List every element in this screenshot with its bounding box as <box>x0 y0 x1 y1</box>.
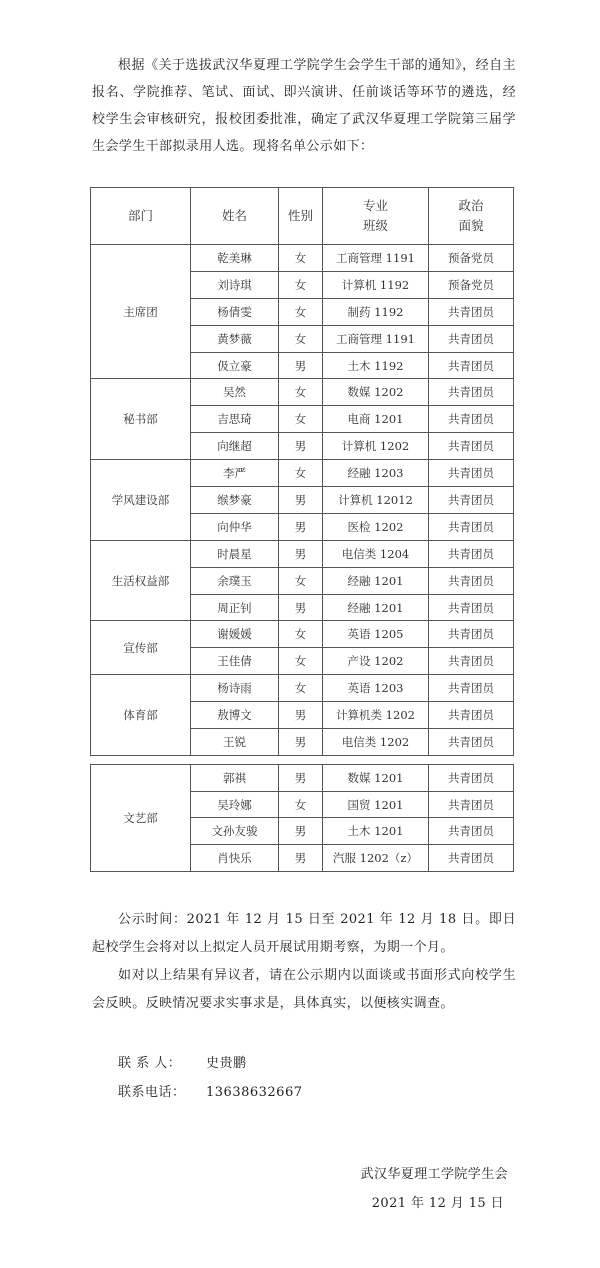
class-cell: 数媒 1201 <box>323 765 429 792</box>
name-cell: 余璞玉 <box>191 567 279 594</box>
header-department: 部门 <box>91 188 191 245</box>
name-cell: 杨诗雨 <box>191 675 279 702</box>
notice-period: 公示时间：2021 年 12 月 15 日至 2021 年 12 月 18 日。即日起校学生会将对以上拟定人员开展试用期考察，为期一个月。 <box>92 912 516 955</box>
header-political-2: 面貌 <box>458 218 484 233</box>
name-cell: 乾美琳 <box>191 245 279 272</box>
political-status-cell: 预备党员 <box>429 271 514 298</box>
gender-cell: 女 <box>279 379 323 406</box>
gender-cell: 男 <box>279 702 323 729</box>
contact-phone <box>118 1081 302 1100</box>
name-cell: 缑梦豪 <box>191 487 279 514</box>
name-cell: 向仲华 <box>191 513 279 540</box>
name-cell: 吴玲娜 <box>191 791 279 818</box>
gender-cell: 男 <box>279 765 323 792</box>
table-row <box>91 621 514 648</box>
political-status-cell: 共青团员 <box>429 729 514 756</box>
gender-cell: 男 <box>279 433 323 460</box>
name-cell: 刘诗琪 <box>191 271 279 298</box>
header-political-status <box>429 188 514 245</box>
name-cell: 谢媛媛 <box>191 621 279 648</box>
class-cell: 医检 1202 <box>323 513 429 540</box>
table-row <box>91 245 514 272</box>
political-status-cell: 共青团员 <box>429 791 514 818</box>
political-status-cell: 共青团员 <box>429 325 514 352</box>
class-cell: 电商 1201 <box>323 406 429 433</box>
class-cell: 工商管理 1191 <box>323 245 429 272</box>
class-cell: 计算机 12012 <box>323 487 429 514</box>
name-cell: 黄梦薇 <box>191 325 279 352</box>
department-cell: 秘书部 <box>91 379 191 460</box>
contact-phone-label: 联系电话： <box>118 1085 186 1100</box>
table-row <box>91 540 514 567</box>
signature-date: 2021 年 12 月 15 日 <box>371 1196 504 1211</box>
class-cell: 英语 1205 <box>323 621 429 648</box>
political-status-cell: 共青团员 <box>429 594 514 621</box>
header-political-1: 政治 <box>458 198 484 213</box>
header-major: 专业 <box>362 198 388 213</box>
gender-cell: 女 <box>279 460 323 487</box>
gender-cell: 男 <box>279 818 323 845</box>
department-cell: 主席团 <box>91 245 191 379</box>
gender-cell: 女 <box>279 791 323 818</box>
gender-cell: 女 <box>279 245 323 272</box>
gender-cell: 女 <box>279 406 323 433</box>
name-cell: 王佳倩 <box>191 648 279 675</box>
gender-cell: 女 <box>279 325 323 352</box>
contact-person-name: 史贵鹏 <box>206 1056 247 1071</box>
political-status-cell: 共青团员 <box>429 460 514 487</box>
name-cell: 郭祺 <box>191 765 279 792</box>
class-cell: 工商管理 1191 <box>323 325 429 352</box>
table-row <box>91 765 514 792</box>
political-status-cell: 共青团员 <box>429 648 514 675</box>
roster-table <box>90 187 514 756</box>
header-name: 姓名 <box>191 188 279 245</box>
name-cell: 向继超 <box>191 433 279 460</box>
table-header-row <box>91 188 514 245</box>
table-row <box>91 460 514 487</box>
political-status-cell: 共青团员 <box>429 818 514 845</box>
political-status-cell: 共青团员 <box>429 702 514 729</box>
department-cell: 生活权益部 <box>91 540 191 621</box>
gender-cell: 男 <box>279 540 323 567</box>
header-gender: 性别 <box>279 188 323 245</box>
class-cell: 数媒 1202 <box>323 379 429 406</box>
gender-cell: 女 <box>279 648 323 675</box>
class-cell: 产设 1202 <box>323 648 429 675</box>
department-cell: 体育部 <box>91 675 191 756</box>
class-cell: 电信类 1202 <box>323 729 429 756</box>
political-status-cell: 共青团员 <box>429 406 514 433</box>
gender-cell: 女 <box>279 621 323 648</box>
political-status-cell: 共青团员 <box>429 540 514 567</box>
header-major-class <box>323 188 429 245</box>
class-cell: 经融 1203 <box>323 460 429 487</box>
name-cell: 肖快乐 <box>191 845 279 872</box>
class-cell: 电信类 1204 <box>323 540 429 567</box>
class-cell: 经融 1201 <box>323 594 429 621</box>
roster-body-continued <box>91 765 514 872</box>
name-cell: 吴然 <box>191 379 279 406</box>
political-status-cell: 共青团员 <box>429 298 514 325</box>
name-cell: 李严 <box>191 460 279 487</box>
contact-person-label: 联 系 人： <box>118 1056 182 1071</box>
political-status-cell: 共青团员 <box>429 513 514 540</box>
gender-cell: 女 <box>279 298 323 325</box>
name-cell: 王锐 <box>191 729 279 756</box>
political-status-cell: 共青团员 <box>429 675 514 702</box>
political-status-cell: 共青团员 <box>429 433 514 460</box>
gender-cell: 男 <box>279 594 323 621</box>
gender-cell: 女 <box>279 675 323 702</box>
name-cell: 文孙友骏 <box>191 818 279 845</box>
name-cell: 吉思琦 <box>191 406 279 433</box>
gender-cell: 男 <box>279 729 323 756</box>
class-cell: 汽服 1202（z） <box>323 845 429 872</box>
class-cell: 计算机 1202 <box>323 433 429 460</box>
political-status-cell: 共青团员 <box>429 352 514 379</box>
name-cell: 伋立豪 <box>191 352 279 379</box>
roster-body <box>91 245 514 756</box>
contact-phone-number: 13638632667 <box>206 1085 303 1100</box>
political-status-cell: 共青团员 <box>429 621 514 648</box>
header-class: 班级 <box>362 218 388 233</box>
political-status-cell: 共青团员 <box>429 379 514 406</box>
political-status-cell: 共青团员 <box>429 765 514 792</box>
intro-paragraph: 根据《关于选拔武汉华夏理工学院学生会学生干部的通知》，经自主报名、学院推荐、笔试、面试、即兴演讲、任前谈话等环节的遴选，经校学生会审核研究，报校团委批准，确定了武汉华夏理工学院第三届学生会学生干部拟录用人选。现将名单公示如下： <box>92 58 516 154</box>
gender-cell: 男 <box>279 513 323 540</box>
roster-table-continued <box>90 764 514 872</box>
department-cell: 文艺部 <box>91 765 191 872</box>
political-status-cell: 共青团员 <box>429 567 514 594</box>
class-cell: 计算机 1192 <box>323 271 429 298</box>
class-cell: 制药 1192 <box>323 298 429 325</box>
gender-cell: 男 <box>279 487 323 514</box>
political-status-cell: 共青团员 <box>429 845 514 872</box>
table-row <box>91 379 514 406</box>
contact-person <box>118 1052 247 1071</box>
class-cell: 国贸 1201 <box>323 791 429 818</box>
class-cell: 土木 1201 <box>323 818 429 845</box>
name-cell: 时晨星 <box>191 540 279 567</box>
gender-cell: 女 <box>279 271 323 298</box>
department-cell: 宣传部 <box>91 621 191 675</box>
name-cell: 杨倩雯 <box>191 298 279 325</box>
class-cell: 计算机类 1202 <box>323 702 429 729</box>
class-cell: 土木 1192 <box>323 352 429 379</box>
class-cell: 英语 1203 <box>323 675 429 702</box>
name-cell: 周正钊 <box>191 594 279 621</box>
gender-cell: 男 <box>279 352 323 379</box>
objection-notice: 如对以上结果有异议者，请在公示期内以面谈或书面形式向校学生会反映。反映情况要求实事求是，具体真实，以便核实调查。 <box>92 968 516 1011</box>
class-cell: 经融 1201 <box>323 567 429 594</box>
gender-cell: 男 <box>279 845 323 872</box>
political-status-cell: 共青团员 <box>429 487 514 514</box>
political-status-cell: 预备党员 <box>429 245 514 272</box>
gender-cell: 女 <box>279 567 323 594</box>
signature-org: 武汉华夏理工学院学生会 <box>360 1167 508 1182</box>
table-row <box>91 675 514 702</box>
name-cell: 敖博文 <box>191 702 279 729</box>
department-cell: 学风建设部 <box>91 460 191 541</box>
